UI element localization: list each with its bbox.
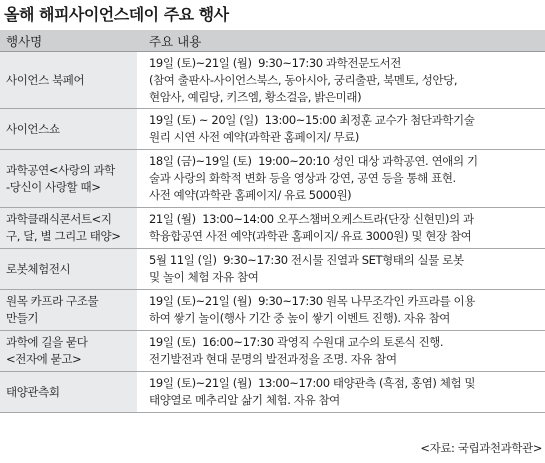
event-name-line: 사이언스쇼	[6, 121, 60, 136]
event-content-line: 18일 (금)~19일 (토) 19:00~20:10 성인 대상 과학공연. 연애의 기	[149, 154, 478, 168]
table-row	[0, 372, 545, 413]
event-name-line: 과학공연<사랑의 과학	[6, 162, 115, 177]
event-name-line: 로봇체험전시	[6, 261, 71, 276]
event-content-line: 및 놀이 체험 자유 참여	[149, 270, 259, 284]
header-event-name: 행사명	[0, 30, 137, 52]
event-content-line: 19일 (토) ~ 20일 (일) 13:00~15:00 최정훈 교수가 첨단과학기술	[149, 113, 475, 127]
table-row	[0, 331, 545, 372]
event-content-line: 학융합공연 사전 예약(과학관 홈페이지/ 유료 3000원) 및 현장 참여	[149, 229, 472, 243]
event-name-line: -당신이 사랑할 때>	[6, 179, 101, 194]
event-name-line: 과학클래식콘서트<지	[6, 212, 112, 226]
table-header-row	[0, 30, 545, 52]
table-row	[0, 109, 545, 150]
event-content-line: 현암사, 예림당, 키즈엠, 황소걸음, 밝은미래)	[149, 89, 362, 104]
events-table	[0, 30, 545, 413]
event-name-line: 구, 달, 별 그리고 태양>	[6, 229, 121, 243]
event-name-line: 사이언스 북페어	[6, 72, 85, 87]
event-content-line: 태양열로 메추리알 삶기 체험. 자유 참여	[149, 393, 340, 407]
event-content-line: 19일 (토) 16:00~17:30 곽영직 수원대 교수의 토론식 진행.	[149, 335, 444, 349]
event-content-cell	[137, 249, 545, 290]
event-content-cell	[137, 52, 545, 109]
event-content-line: 5월 11일 (일) 9:30~17:30 전시물 진열과 SET형태의 실물 로봇	[149, 253, 464, 267]
event-content-line: 술과 사랑의 화학적 변화 등을 영상과 강연, 공연 등을 통해 표현.	[149, 171, 456, 185]
page-title: 올해 해피사이언스데이 주요 행사	[4, 5, 229, 24]
event-content-line: 21일 (월) 13:00~14:00 오푸스챔버오케스트라(단장 신현민)의 과	[149, 212, 474, 226]
event-content-cell	[137, 109, 545, 150]
event-content-cell	[137, 331, 545, 372]
source-credit: <자료: 국립과천과학관>	[420, 441, 542, 455]
table-row	[0, 290, 545, 331]
event-name-line: 만들기	[6, 311, 39, 325]
event-name-cell	[0, 109, 137, 150]
event-name-line: 태양관측회	[6, 384, 60, 399]
event-name-cell	[0, 290, 137, 331]
event-content-line: 전기발전과 현대 문명의 발전과정을 조명. 자유 참여	[149, 352, 397, 366]
event-content-line: 사전 예약(과학관 홈페이지/ 유료 5000원)	[149, 188, 352, 202]
event-name-cell	[0, 331, 137, 372]
event-content-cell	[137, 290, 545, 331]
event-content-cell	[137, 150, 545, 208]
event-content-line: 하여 쌓기 놀이(행사 기간 중 높이 쌓기 이벤트 진행). 자유 참여	[149, 311, 450, 325]
event-name-cell	[0, 208, 137, 249]
event-content-line: (참여 출판사-사이언스북스, 동아시아, 궁리출판, 북멘토, 성안당,	[149, 72, 458, 87]
table-row	[0, 249, 545, 290]
event-name-line: <전자에 묻고>	[6, 352, 82, 366]
table-row	[0, 208, 545, 249]
event-content-line: 19일 (토)~21일 (월) 9:30~17:30 과학전문도서전	[149, 55, 401, 70]
event-name-cell	[0, 372, 137, 413]
event-content-line: 19일 (토)~21일 (월) 9:30~17:30 원목 나무조각인 카프라를 이용	[149, 294, 475, 308]
event-name-line: 원목 카프라 구조물	[6, 294, 99, 308]
event-content-cell	[137, 208, 545, 249]
event-name-cell	[0, 52, 137, 109]
event-content-cell	[137, 372, 545, 413]
event-content-line: 원리 시연 사전 예약(과학관 홈페이지/ 무료)	[149, 130, 359, 144]
event-content-line: 19일 (토)~21일 (월) 13:00~17:00 태양관측 (흑점, 홍염) 체험 및	[149, 376, 476, 390]
event-name-cell	[0, 150, 137, 208]
event-name-cell	[0, 249, 137, 290]
header-main-content: 주요 내용	[137, 30, 545, 52]
event-name-line: 과학에 길을 묻다	[6, 335, 88, 349]
table-row	[0, 52, 545, 109]
table-row	[0, 150, 545, 208]
